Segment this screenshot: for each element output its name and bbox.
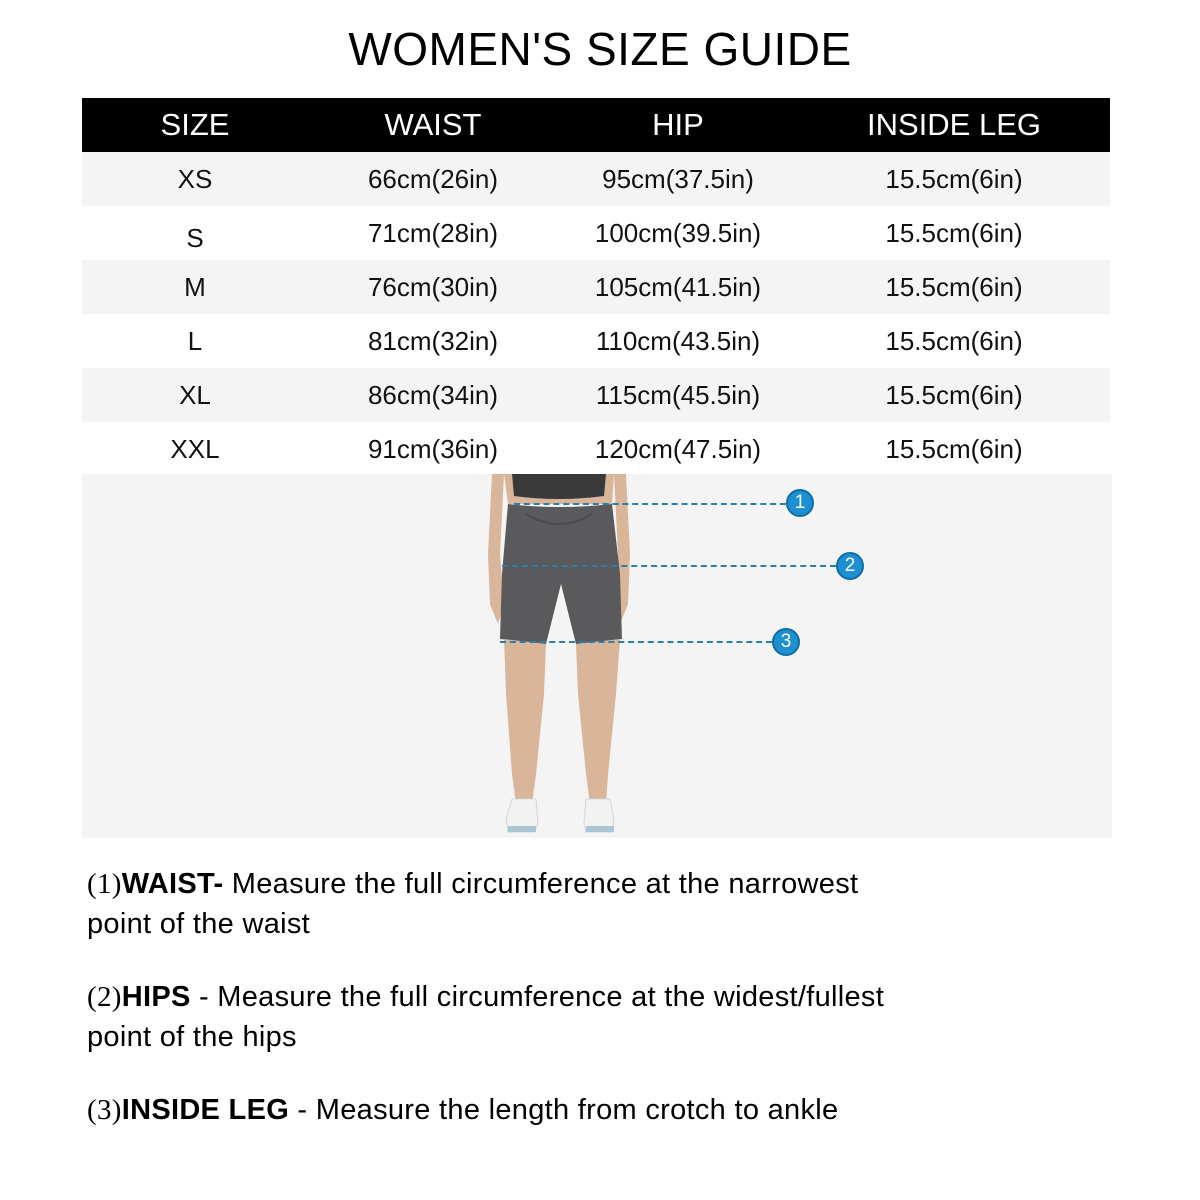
size-cell: XL [179,379,211,410]
header-waist: WAIST [384,107,482,142]
waist-cell: 91cm(36in) [367,433,499,464]
inside-leg-cell: 15.5cm(6in) [885,163,1023,194]
table-row [82,206,1110,260]
note-text: Measure the full circumference at the narrowest point of the waist [87,868,859,940]
size-cell: XS [177,163,213,194]
note-hips [87,977,887,1057]
inside-leg-measure-line [500,641,772,643]
table-row [82,422,1110,476]
note-number: (3) [87,1094,122,1126]
hip-measure-line [502,565,836,567]
marker-1-icon: 1 [786,489,814,517]
hip-cell: 95cm(37.5in) [602,163,754,194]
header-inside-leg: INSIDE LEG [867,107,1041,142]
note-key: WAIST- [121,868,224,900]
table-row [82,368,1110,422]
note-number: (1) [87,868,122,900]
waist-cell: 81cm(32in) [367,325,499,356]
note-key: INSIDE LEG [121,1094,290,1126]
model-back-view-illustration [486,474,636,838]
note-inside-leg [87,1090,887,1130]
waist-cell: 76cm(30in) [367,271,499,302]
note-waist [87,864,887,944]
waist-measure-line [514,503,786,505]
inside-leg-cell: 15.5cm(6in) [885,217,1023,248]
note-key: HIPS [121,981,191,1013]
hip-cell: 110cm(43.5in) [595,325,761,356]
hip-cell: 120cm(47.5in) [594,433,762,464]
size-cell: M [184,271,206,302]
marker-2-icon: 2 [836,552,864,580]
hip-cell: 105cm(41.5in) [594,271,762,302]
table-row [82,152,1110,206]
page-title: WOMEN'S SIZE GUIDE [348,23,852,75]
inside-leg-cell: 15.5cm(6in) [885,433,1023,464]
waist-cell: 86cm(34in) [367,379,499,410]
note-number: (2) [87,981,122,1013]
note-text: - Measure the length from crotch to ankle [289,1094,839,1126]
hip-cell: 100cm(39.5in) [594,217,762,248]
table-row [82,260,1110,314]
size-cell: XXL [170,433,220,464]
marker-3-icon: 3 [772,628,800,656]
inside-leg-cell: 15.5cm(6in) [885,271,1023,302]
size-cell: L [187,325,203,356]
inside-leg-cell: 15.5cm(6in) [885,325,1023,356]
size-cell: S [186,222,204,253]
inside-leg-cell: 15.5cm(6in) [885,379,1023,410]
waist-cell: 71cm(28in) [367,217,499,248]
table-header [82,98,1110,152]
table-row [82,314,1110,368]
header-size: SIZE [160,107,230,142]
measurement-figure [82,474,1112,838]
note-text: - Measure the full circumference at the widest/fullest point of the hips [87,981,885,1053]
header-hip: HIP [652,107,704,142]
hip-cell: 115cm(45.5in) [595,379,761,410]
size-table [82,98,1110,476]
waist-cell: 66cm(26in) [367,163,499,194]
measurement-notes [87,864,887,1163]
